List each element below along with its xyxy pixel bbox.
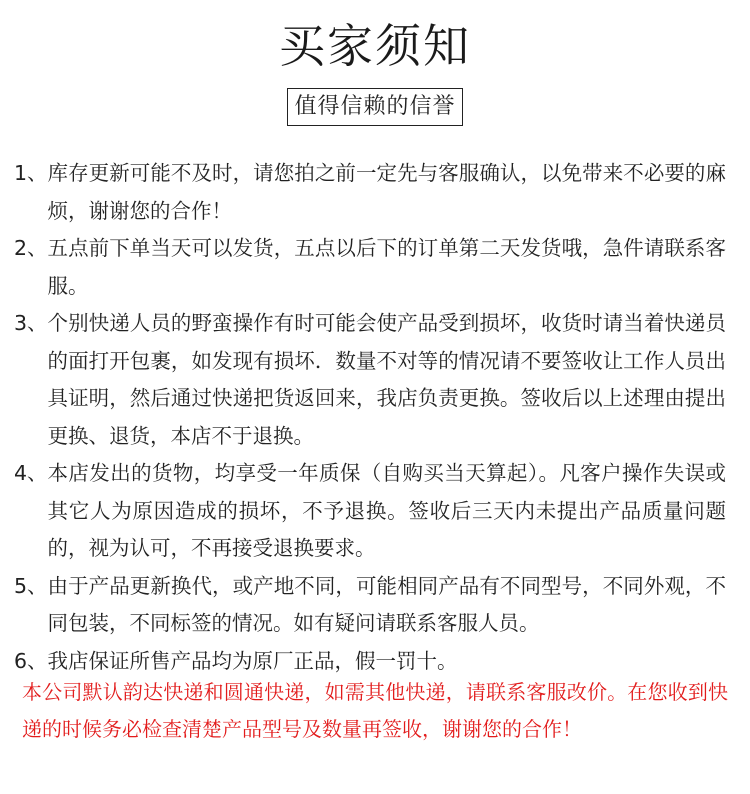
note-text: 由于产品更新换代，或产地不同，可能相同产品有不同型号，不同外观，不同包装，不同标签的情况。如有疑问请联系客服人员。	[47, 573, 726, 635]
note-text: 我店保证所售产品均为原厂正品，假一罚十。	[47, 648, 458, 673]
note-item-5	[14, 568, 726, 643]
subtitle-container	[0, 88, 750, 126]
subtitle-badge: 值得信赖的信誉	[287, 88, 462, 126]
note-number: 2、	[14, 236, 48, 260]
note-item-2	[14, 230, 726, 305]
note-item-4	[14, 455, 726, 568]
note-text: 五点前下单当天可以发货，五点以后下的订单第二天发货哦，急件请联系客服。	[47, 236, 726, 298]
note-item-1	[14, 155, 726, 230]
note-number: 1、	[14, 161, 48, 185]
note-text: 库存更新可能不及时，请您拍之前一定先与客服确认，以免带来不必要的麻烦，谢谢您的合作！	[47, 161, 726, 223]
page-title: 买家须知	[279, 19, 471, 73]
note-number: 6、	[14, 648, 48, 673]
note-item-3	[14, 305, 726, 455]
note-number: 4、	[14, 461, 48, 485]
shipping-notice: 本公司默认韵达快递和圆通快递，如需其他快递，请联系客服改价。在您收到快递的时候务必检查清楚产品型号及数量再签收，谢谢您的合作！	[22, 680, 728, 741]
note-number: 5、	[14, 573, 48, 598]
note-text: 本店发出的货物，均享受一年质保（自购买当天算起）。凡客户操作失误或其它人为原因造成的损坏，不予退换。签收后三天内未提出产品质量问题的，视为认可，不再接受退换要求。	[47, 461, 726, 560]
note-text: 个别快递人员的野蛮操作有时可能会使产品受到损坏，收货时请当着快递员的面打开包裹，如发现有损坏．数量不对等的情况请不要签收让工作人员出具证明，然后通过快递把货返回来，我店负责更换。签收后以上述理由提出更换、退货，本店不于退换。	[47, 311, 726, 448]
notes-list	[14, 155, 726, 680]
note-number: 3、	[14, 311, 48, 335]
